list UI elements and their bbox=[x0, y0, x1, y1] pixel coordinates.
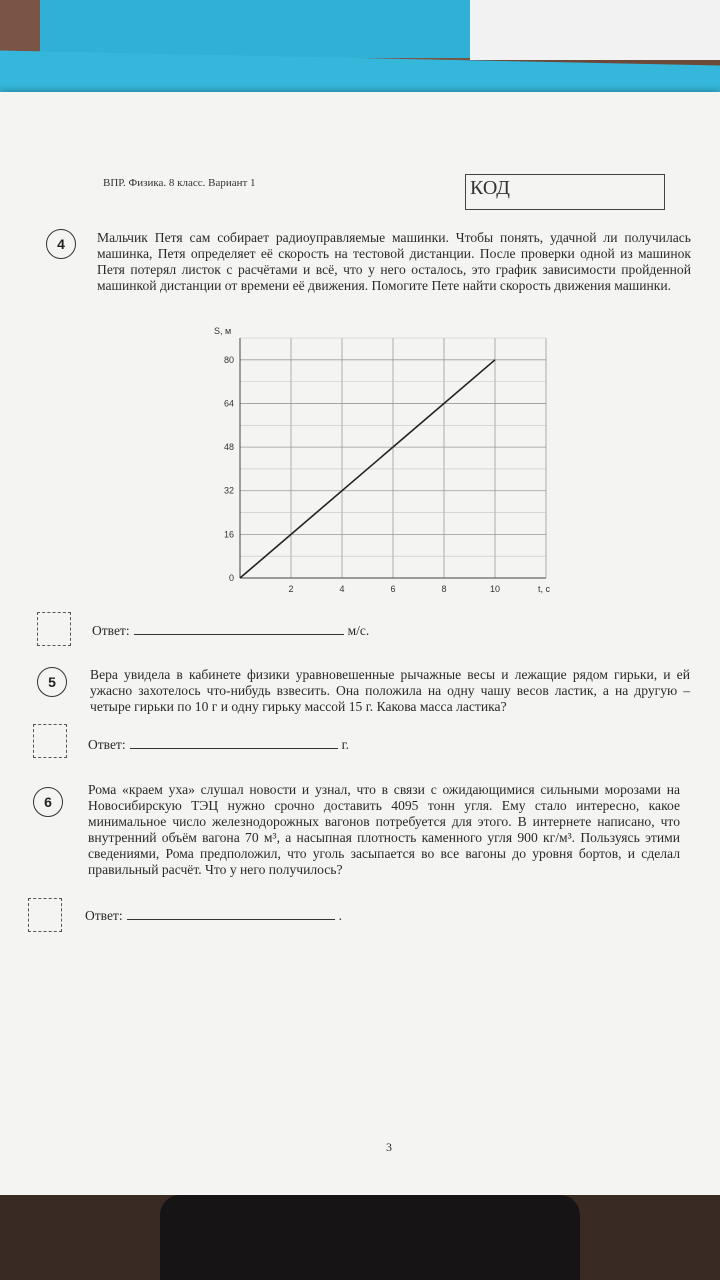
y-tick-label: 64 bbox=[223, 398, 234, 409]
kod-box[interactable] bbox=[465, 174, 665, 210]
question-4-number: 4 bbox=[46, 229, 76, 259]
chart-grid bbox=[240, 338, 546, 578]
question-6-number: 6 bbox=[33, 787, 63, 817]
answer-unit: м/с. bbox=[347, 623, 370, 638]
worksheet-page bbox=[0, 92, 720, 1202]
question-5-number: 5 bbox=[37, 667, 67, 697]
question-4-score-box[interactable] bbox=[37, 612, 71, 646]
x-axis-label: t, с bbox=[538, 584, 551, 594]
answer-label: Ответ: bbox=[88, 737, 126, 752]
y-tick-label: 80 bbox=[223, 354, 234, 365]
y-tick-label: 16 bbox=[223, 529, 234, 540]
y-axis-label: S, м bbox=[214, 326, 232, 336]
shadow-object bbox=[160, 1195, 580, 1280]
question-5-answer bbox=[88, 736, 349, 753]
floor-background bbox=[0, 1195, 720, 1280]
page-number: 3 bbox=[386, 1140, 392, 1154]
question-5-text: Вера увидела в кабинете физики уравновешенные рычажные весы и лежащие рядом гирьки, и ей ужасно захотелось что-нибудь взвесить. Она положила на одну чашу весов ластик, а на другую – четыре гирьки по 10 г и одну гирьку массой 15 г. Какова масса ластика? bbox=[90, 667, 690, 714]
answer-line[interactable] bbox=[130, 736, 338, 749]
x-tick-label: 6 bbox=[390, 584, 396, 594]
distance-time-chart bbox=[200, 320, 560, 610]
answer-label: Ответ: bbox=[92, 623, 130, 638]
answer-unit: г. bbox=[341, 737, 349, 752]
x-tick-label: 2 bbox=[288, 584, 294, 594]
kod-label: КОД bbox=[470, 177, 510, 199]
y-tick-label: 32 bbox=[223, 485, 234, 496]
answer-unit: . bbox=[338, 908, 342, 923]
chart-labels bbox=[214, 326, 551, 594]
question-6-text: Рома «краем уха» слушал новости и узнал, что в связи с ожидающимися сильными морозами на Новосибирскую ТЭЦ нужно срочно доставить 4095 тонн угля. Ему стало интересно, какое минимальное число железнодорожных вагонов потребуется для этого. В интернете написано, что внутренний объём вагона 70 м³, а насыпная плотность каменного угля 900 кг/м³. Пользуясь этими сведениями, Рома предположил, что уголь засыпается во все вагоны до уровня бортов, и сделал правильный расчёт. Что у него получилось? bbox=[88, 782, 680, 877]
question-4-text: Мальчик Петя сам собирает радиоуправляемые машинки. Чтобы понять, удачной ли получилась машинка, Петя определяет её скорость на тестовой дистанции. После проверки одной из машинок Петя потерял листок с расчётами и всё, что у него осталось, это график зависимости пройденной машинкой дистанции от времени её движения. Помогите Пете найти скорость движения машинки. bbox=[97, 230, 691, 293]
x-tick-label: 4 bbox=[339, 584, 345, 594]
answer-label: Ответ: bbox=[85, 908, 123, 923]
x-tick-label: 10 bbox=[489, 584, 501, 594]
x-tick-label: 8 bbox=[441, 584, 447, 594]
y-tick-label: 48 bbox=[223, 442, 234, 453]
question-6-score-box[interactable] bbox=[28, 898, 62, 932]
origin-label: 0 bbox=[228, 573, 234, 583]
page-header: ВПР. Физика. 8 класс. Вариант 1 bbox=[103, 177, 256, 189]
stacked-paper bbox=[470, 0, 720, 60]
question-5-score-box[interactable] bbox=[33, 724, 67, 758]
question-4-answer bbox=[92, 622, 369, 639]
answer-line[interactable] bbox=[127, 907, 335, 920]
answer-line[interactable] bbox=[134, 622, 344, 635]
question-6-answer bbox=[85, 907, 342, 924]
